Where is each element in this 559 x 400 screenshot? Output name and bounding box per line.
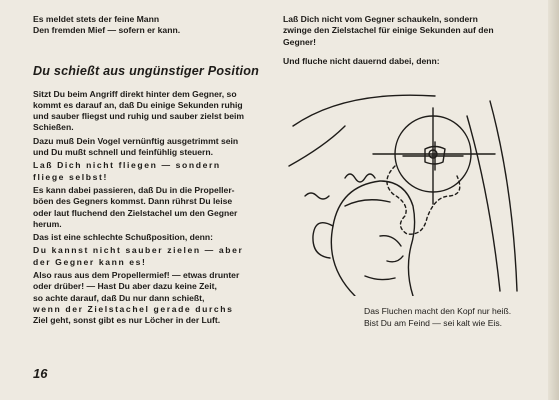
paragraph [33,185,277,230]
text-line: Es kann dabei passieren, daß Du in die Propeller- [33,184,235,195]
paragraph [283,14,533,48]
text-line: kommt es darauf an, daß Du einige Sekunden ruhig [33,99,243,110]
illustration-caption [364,306,554,329]
text-line: so achte darauf, daß Du nur dann schießt, [33,292,205,303]
text-line: und sauber fliegst und ruhig und sauber zielst beim [33,111,245,122]
page-number: 16 [33,366,48,381]
text-line: Und fluche nicht dauernd dabei, denn: [283,55,440,66]
text-line: Sitzt Du beim Angriff direkt hinter dem Gegner, so [33,88,237,99]
text-line: Schießen. [33,122,74,133]
paragraph [33,232,277,243]
left-column [33,14,277,329]
emphasis-paragraph [33,160,277,183]
intro-line: Den fremden Mief — sofern er kann. [33,25,181,36]
paragraph [33,136,277,159]
text-line: oder laut fluchend den Zielstachel um den Gegner [33,207,238,218]
text-line: Also raus aus dem Propellermief! — etwas drunter [33,270,240,281]
text-line: oder drüber! — Hast Du aber dazu keine Zeit, [33,281,217,292]
paragraph [283,56,533,67]
intro-verse [33,14,277,37]
text-line: zwinge den Zielstachel für einige Sekunden auf den [283,25,494,36]
intro-line: Es meldet stets der feine Mann [33,14,160,24]
emphasis-paragraph [33,245,277,268]
caption-line: Das Fluchen macht den Kopf nur heiß. [364,306,512,316]
right-column [283,14,533,69]
text-line: Ziel geht, sonst gibt es nur Löcher in der Luft. [33,315,221,326]
text-line: Das ist eine schlechte Schußposition, denn: [33,232,214,243]
text-line: herum. [33,218,62,229]
book-spine-edge [548,0,559,400]
paragraph [33,89,277,134]
text-line: der Gegner kann es! [33,256,147,267]
pilot-gunsight-illustration [285,86,537,296]
section-heading: Du schießt aus ungünstiger Position [33,63,260,78]
text-line: Laß Dich nicht vom Gegner schaukeln, sondern [283,14,478,24]
text-line: Dazu muß Dein Vogel vernünftig ausgetrimmt sein [33,135,239,146]
paragraph [33,270,277,326]
text-line: Laß Dich nicht fliegen — sondern [33,160,221,171]
text-line: wenn der Zielstachel gerade durchs [33,303,234,314]
text-line: böen des Gegners kommst. Dann rührst Du leise [33,196,233,207]
text-line: Du kannst nicht sauber zielen — aber [33,245,244,256]
text-line: fliege selbst! [33,171,108,182]
caption-line: Bist Du am Feind — sei kalt wie Eis. [364,317,503,328]
text-line: Gegner! [283,36,316,47]
text-line: und Du mußt schnell und feinfühlig steuern. [33,147,213,158]
